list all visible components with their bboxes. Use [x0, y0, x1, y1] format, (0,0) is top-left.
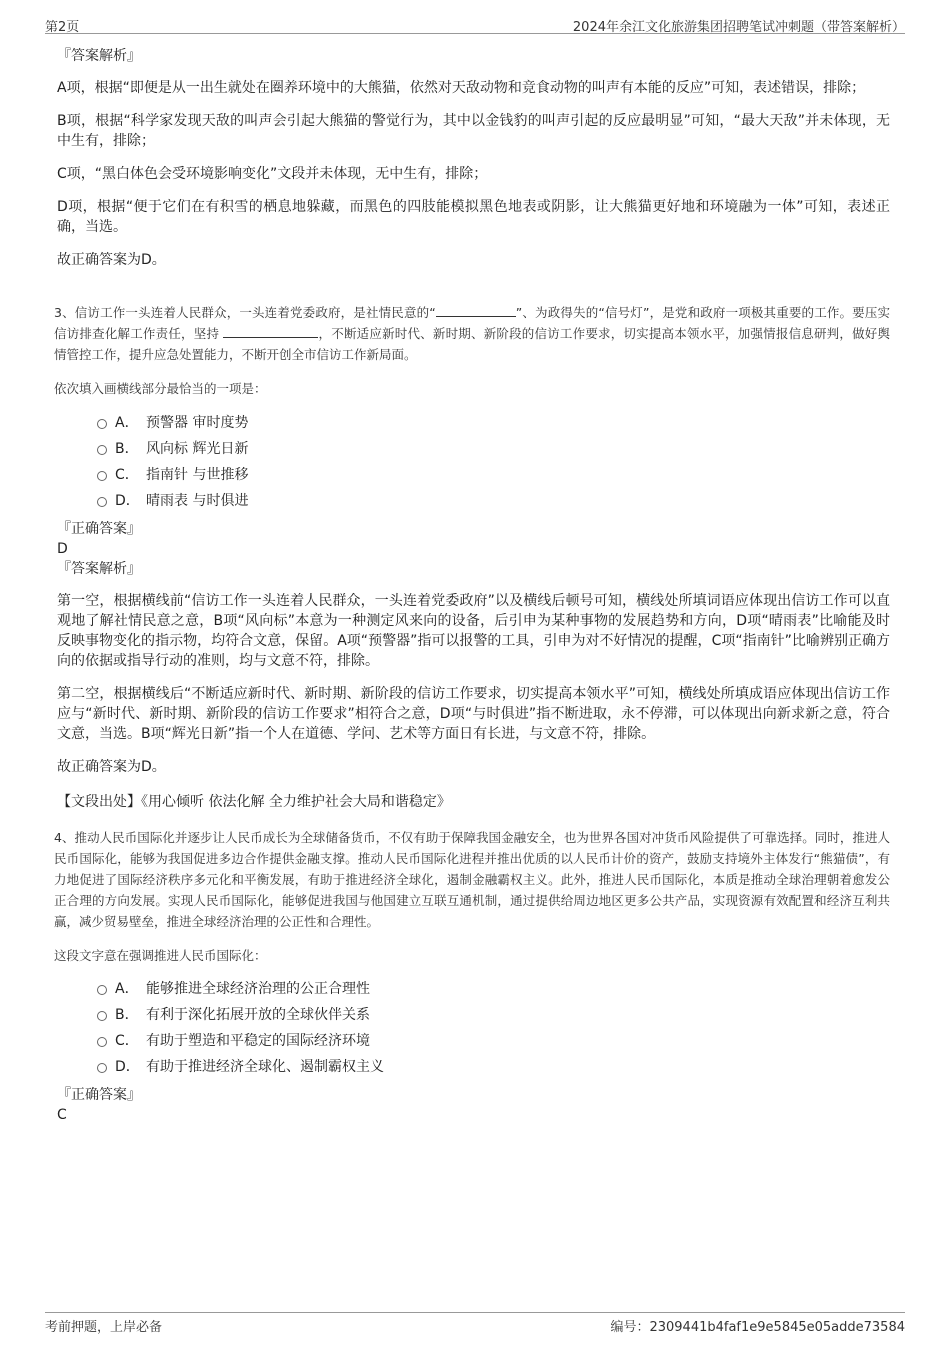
footer-slogan: 考前押题，上岸必备	[45, 1320, 163, 1335]
radio-icon[interactable]	[97, 1037, 107, 1047]
question-4-prompt: 这段文字意在强调推进人民币国际化：	[54, 948, 267, 963]
question-3-prompt: 依次填入画横线部分最恰当的一项是：	[54, 381, 267, 396]
option-d[interactable]: D． 有助于推进经济全球化、遏制霸权主义	[97, 1053, 890, 1079]
option-d[interactable]: D． 晴雨表 与时俱进	[97, 487, 890, 513]
page-number: 第2页	[45, 20, 80, 35]
answer-heading: 『正确答案』	[57, 521, 141, 537]
option-b[interactable]: B． 有利于深化拓展开放的全球伙伴关系	[97, 1001, 890, 1027]
analysis-heading: 『答案解析』	[57, 48, 141, 64]
question-3-options	[97, 409, 890, 513]
page-content	[54, 46, 890, 1125]
option-c[interactable]: C． 有助于塑造和平稳定的国际经济环境	[97, 1027, 890, 1053]
question-4-text: 4、推动人民币国际化并逐步让人民币成长为全球储备货币，不仅有助于保障我国金融安全，也为世界各国对冲货币风险提供了可靠选择。同时，推进人民币国际化，能够为我国促进多边合作提供金融支撑。推动人民币国际化进程并推出优质的以人民币计价的资产，鼓励支持境外主体发行“熊猫债”，有力地促进了国际经济秩序多元化和平衡发展，有助于推进经济全球化，遏制金融霸权主义。此外，推进人民币国际化，本质是推动全球治理朝着愈发公正合理的方向发展。实现人民币国际化，能够促进我国与他国建立互联互通机制，通过提供给周边地区更多公共产品，实现资源有效配置和经济互利共赢，减少贸易壁垒，推进全球经济治理的公正性和合理性。	[54, 830, 890, 929]
analysis-paragraph: 第二空，根据横线后“不断适应新时代、新时期、新阶段的信访工作要求，切实提高本领水平”可知，横线处所填成语应体现出信访工作应与“新时代、新时期、新阶段的信访工作要求”相符合之意，D项“与时俱进”指不断进取，永不停滞，可以体现出向新求新之意，符合文意，当选。B项“辉光日新”指一个人在道德、学问、艺术等方面日有长进，与文意不符，排除。	[57, 686, 890, 742]
analysis-paragraph: C项，“黑白体色会受环境影响变化”文段并未体现，无中生有，排除；	[57, 166, 488, 182]
document-title: 2024年余江文化旅游集团招聘笔试冲刺题（带答案解析）	[572, 20, 905, 35]
final-answer-line: 故正确答案为D。	[57, 759, 166, 775]
source-citation: 【文段出处】《用心倾听 依法化解 全力维护社会大局和谐稳定》	[57, 794, 451, 810]
radio-icon[interactable]	[97, 1011, 107, 1021]
option-b[interactable]: B． 风向标 辉光日新	[97, 435, 890, 461]
radio-icon[interactable]	[97, 985, 107, 995]
blank-line	[223, 325, 318, 338]
radio-icon[interactable]	[97, 471, 107, 481]
question-4-options	[97, 975, 890, 1079]
option-a[interactable]: A． 预警器 审时度势	[97, 409, 890, 435]
option-a[interactable]: A． 能够推进全球经济治理的公正合理性	[97, 975, 890, 1001]
answer-heading: 『正确答案』	[57, 1087, 141, 1103]
answer-value: D	[57, 541, 68, 557]
radio-icon[interactable]	[97, 497, 107, 507]
analysis-heading: 『答案解析』	[57, 561, 141, 577]
answer-value: C	[57, 1107, 67, 1123]
final-answer-line: 故正确答案为D。	[57, 252, 166, 268]
radio-icon[interactable]	[97, 445, 107, 455]
analysis-paragraph: B项，根据“科学家发现天敌的叫声会引起大熊猫的警觉行为，其中以金钱豹的叫声引起的反应最明显”可知，“最大天敌”并未体现，无中生有，排除；	[57, 113, 890, 149]
analysis-paragraph: 第一空，根据横线前“信访工作一头连着人民群众，一头连着党委政府”以及横线后顿号可知，横线处所填词语应体现出信访工作可以直观地了解社情民意之意，B项“风向标”本意为一种测定风来向的设备，后引申为某种事物的发展趋势和方向，D项“晴雨表”比喻能及时反映事物变化的指示物，均符合文意，保留。A项“预警器”指可以报警的工具，引申为对不好情况的提醒，C项“指南针”比喻辨别正确方向的依据或指导行动的准则，均与文意不符，排除。	[57, 593, 890, 669]
radio-icon[interactable]	[97, 1063, 107, 1073]
page-footer	[45, 1312, 905, 1334]
analysis-paragraph: D项，根据“便于它们在有积雪的栖息地躲藏，而黑色的四肢能模拟黑色地表或阴影，让大熊猫更好地和环境融为一体”可知，表述正确，当选。	[57, 199, 890, 235]
page-header	[45, 14, 905, 34]
question-3-text: 3、信访工作一头连着人民群众，一头连着党委政府，是社情民意的“ ”、为政得失的“信号灯”，是党和政府一项极其重要的工作。要压实信访排查化解工作责任，坚持 ，不断适应新时代、新时期、新阶段的信访工作要求，切实提高本领水平，加强情报信息研判，做好舆情管控工作，提升应急处置能力，不断开创全市信访工作新局面。	[54, 305, 890, 362]
option-c[interactable]: C． 指南针 与世推移	[97, 461, 890, 487]
document-id: 编号：2309441b4faf1e9e5845e05adde73584	[610, 1320, 905, 1335]
radio-icon[interactable]	[97, 419, 107, 429]
blank-line	[436, 304, 516, 317]
analysis-paragraph: A项，根据“即便是从一出生就处在圈养环境中的大熊猫，依然对天敌动物和竞食动物的叫声有本能的反应”可知，表述错误，排除；	[57, 80, 866, 96]
